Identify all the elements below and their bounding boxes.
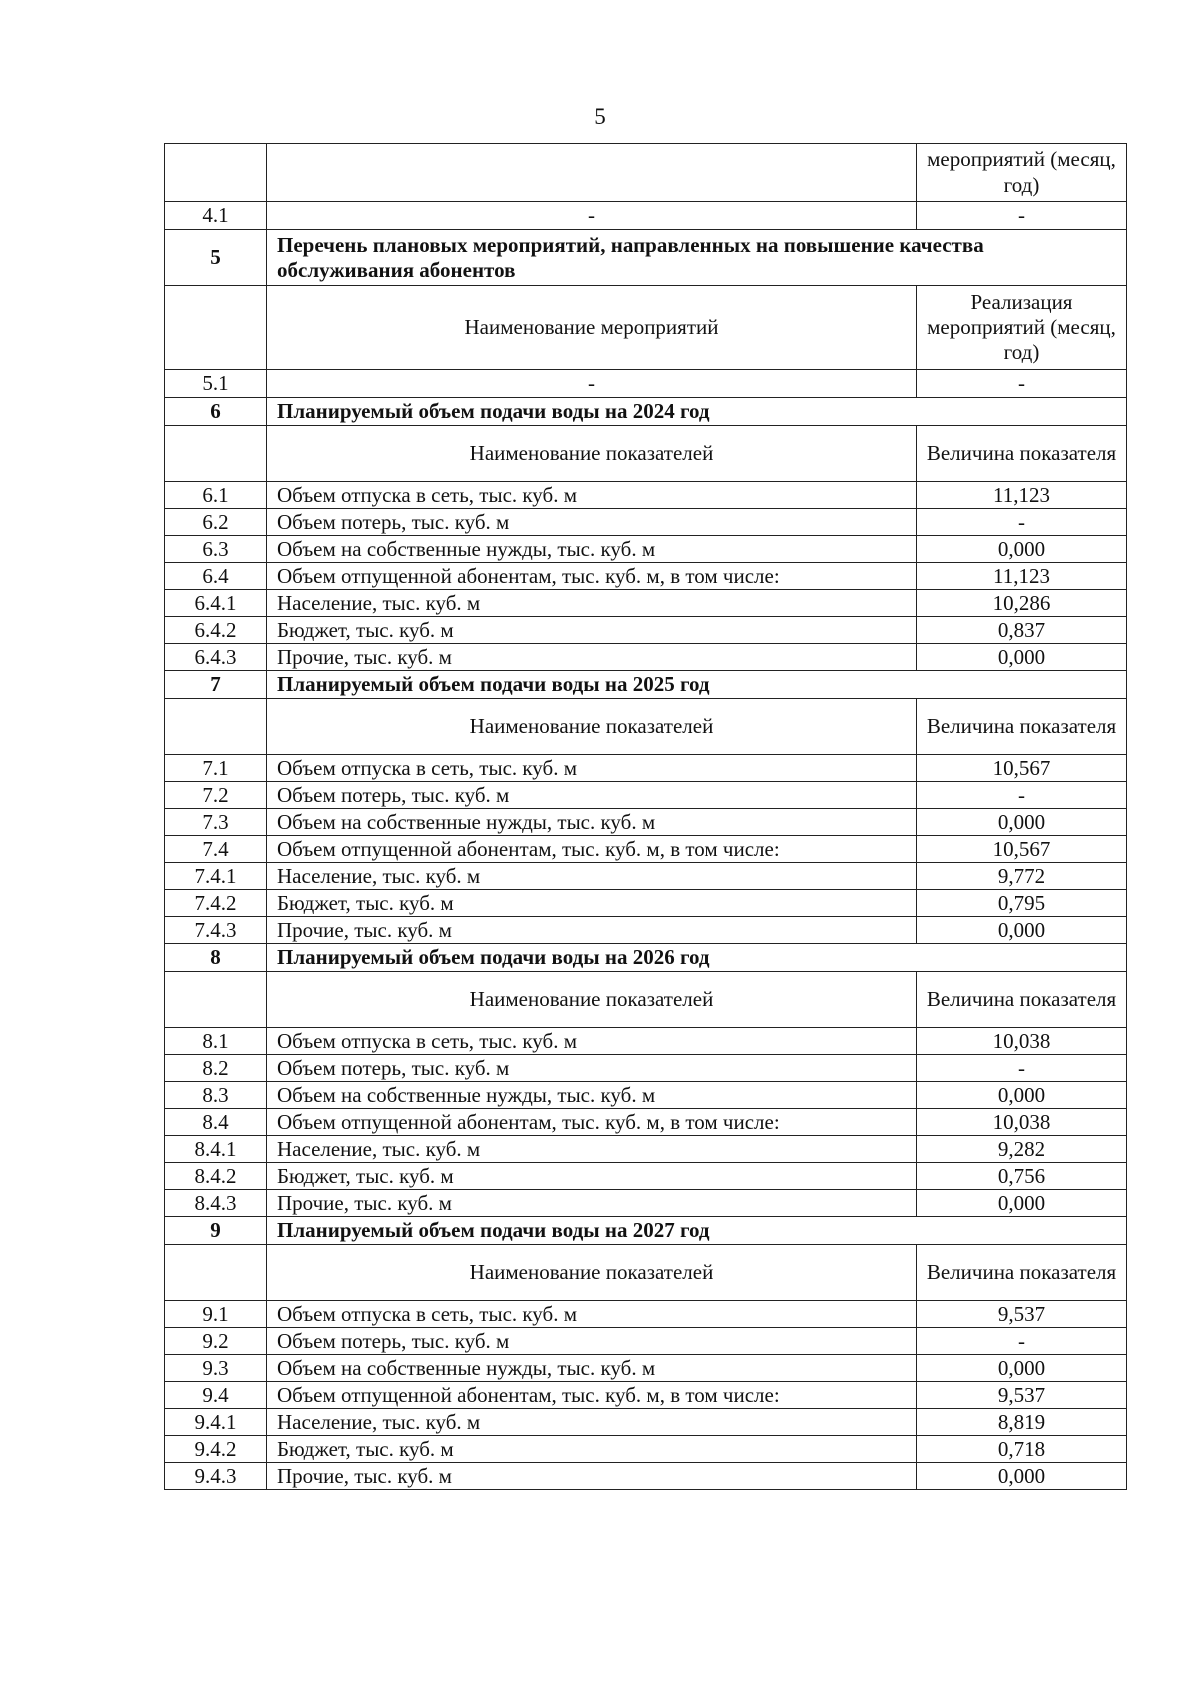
table-row — [165, 917, 1127, 944]
row-value: 0,756 — [917, 1163, 1127, 1190]
row-name: Объем на собственные нужды, тыс. куб. м — [267, 1082, 917, 1109]
row-value: - — [917, 1328, 1127, 1355]
row-value: 9,282 — [917, 1136, 1127, 1163]
table-row — [165, 1409, 1127, 1436]
row-value: - — [917, 782, 1127, 809]
row-number: 6.3 — [165, 536, 267, 563]
row-value: 0,000 — [917, 917, 1127, 944]
column-header-row — [165, 1245, 1127, 1301]
row-number: 8.4 — [165, 1109, 267, 1136]
row-name: Население, тыс. куб. м — [267, 1409, 917, 1436]
row-number: 9.4.3 — [165, 1463, 267, 1490]
row-value: 0,000 — [917, 644, 1127, 671]
row-name: Население, тыс. куб. м — [267, 590, 917, 617]
row-value: - — [917, 509, 1127, 536]
row-number: 9.4.1 — [165, 1409, 267, 1436]
table-row — [165, 1355, 1127, 1382]
row-value: 11,123 — [917, 482, 1127, 509]
row-number: 6.1 — [165, 482, 267, 509]
row-number: 7.4 — [165, 836, 267, 863]
row-number: 9.3 — [165, 1355, 267, 1382]
row-name: Объем отпущенной абонентам, тыс. куб. м, в том числе: — [267, 563, 917, 590]
section-number: 8 — [165, 944, 267, 972]
table-row — [165, 755, 1127, 782]
row-number: 9.2 — [165, 1328, 267, 1355]
column-header-row — [165, 972, 1127, 1028]
table-row — [165, 509, 1127, 536]
row-value: 0,718 — [917, 1436, 1127, 1463]
section-header-row — [165, 398, 1127, 426]
row-number: 6.4 — [165, 563, 267, 590]
row-number — [165, 144, 267, 202]
row-number: 7.2 — [165, 782, 267, 809]
row-number: 8.1 — [165, 1028, 267, 1055]
section-header-row — [165, 1217, 1127, 1245]
row-value: 8,819 — [917, 1409, 1127, 1436]
table-row — [165, 1028, 1127, 1055]
row-value: 0,000 — [917, 1082, 1127, 1109]
value-column-header: Величина показателя — [917, 426, 1127, 482]
row-name: - — [267, 202, 917, 230]
row-value: 0,000 — [917, 1190, 1127, 1217]
table-row — [165, 863, 1127, 890]
table-row — [165, 1082, 1127, 1109]
name-column-header: Наименование показателей — [267, 426, 917, 482]
table-row — [165, 890, 1127, 917]
section-title: Планируемый объем подачи воды на 2025 год — [267, 671, 1127, 699]
row-number: 9.4.2 — [165, 1436, 267, 1463]
row-name: Объем потерь, тыс. куб. м — [267, 782, 917, 809]
row-name: Объем отпущенной абонентам, тыс. куб. м, в том числе: — [267, 836, 917, 863]
table-row — [165, 590, 1127, 617]
row-name: Объем потерь, тыс. куб. м — [267, 1328, 917, 1355]
section-header-row — [165, 230, 1127, 286]
name-column-header: Наименование показателей — [267, 972, 917, 1028]
row-number: 7.3 — [165, 809, 267, 836]
row-number: 8.4.3 — [165, 1190, 267, 1217]
table-row — [165, 202, 1127, 230]
row-value: 0,000 — [917, 1355, 1127, 1382]
row-number: 7.4.1 — [165, 863, 267, 890]
empty-cell — [165, 1245, 267, 1301]
table-row — [165, 1163, 1127, 1190]
row-name — [267, 144, 917, 202]
name-column-header: Наименование показателей — [267, 1245, 917, 1301]
empty-cell — [165, 972, 267, 1028]
row-number: 8.3 — [165, 1082, 267, 1109]
row-name: Объем отпуска в сеть, тыс. куб. м — [267, 482, 917, 509]
row-value: 9,772 — [917, 863, 1127, 890]
row-number: 8.4.1 — [165, 1136, 267, 1163]
row-value: 0,837 — [917, 617, 1127, 644]
row-name: Население, тыс. куб. м — [267, 1136, 917, 1163]
table-row — [165, 1109, 1127, 1136]
row-name: Объем на собственные нужды, тыс. куб. м — [267, 1355, 917, 1382]
row-name: Объем отпуска в сеть, тыс. куб. м — [267, 1301, 917, 1328]
row-name: Объем отпущенной абонентам, тыс. куб. м, в том числе: — [267, 1382, 917, 1409]
row-name: Население, тыс. куб. м — [267, 863, 917, 890]
table-row — [165, 644, 1127, 671]
value-column-header: Реализация мероприятий (месяц, год) — [917, 286, 1127, 370]
table-row — [165, 482, 1127, 509]
row-number: 7.4.3 — [165, 917, 267, 944]
value-column-header: Величина показателя — [917, 1245, 1127, 1301]
row-name: Объем на собственные нужды, тыс. куб. м — [267, 536, 917, 563]
row-number: 4.1 — [165, 202, 267, 230]
row-number: 6.2 — [165, 509, 267, 536]
table-row — [165, 809, 1127, 836]
value-column-header: Величина показателя — [917, 972, 1127, 1028]
row-name: - — [267, 370, 917, 398]
table-row — [165, 1301, 1127, 1328]
row-name: Объем потерь, тыс. куб. м — [267, 1055, 917, 1082]
row-number: 6.4.1 — [165, 590, 267, 617]
row-value: 0,000 — [917, 1463, 1127, 1490]
row-value: 10,038 — [917, 1109, 1127, 1136]
table-row — [165, 1436, 1127, 1463]
row-number: 6.4.3 — [165, 644, 267, 671]
row-number: 9.1 — [165, 1301, 267, 1328]
row-name: Объем отпуска в сеть, тыс. куб. м — [267, 755, 917, 782]
row-name: Бюджет, тыс. куб. м — [267, 1436, 917, 1463]
column-header-row — [165, 699, 1127, 755]
row-value: 0,000 — [917, 536, 1127, 563]
section-number: 7 — [165, 671, 267, 699]
row-name: Бюджет, тыс. куб. м — [267, 617, 917, 644]
row-number: 6.4.2 — [165, 617, 267, 644]
empty-cell — [165, 286, 267, 370]
section-header-row — [165, 671, 1127, 699]
table-row — [165, 836, 1127, 863]
name-column-header: Наименование показателей — [267, 699, 917, 755]
row-value: 10,038 — [917, 1028, 1127, 1055]
row-value: 9,537 — [917, 1301, 1127, 1328]
document-table — [164, 143, 1127, 1490]
section-title: Планируемый объем подачи воды на 2024 год — [267, 398, 1127, 426]
table-row — [165, 1382, 1127, 1409]
section-number: 6 — [165, 398, 267, 426]
value-column-header: мероприятий (месяц, год) — [917, 144, 1127, 202]
column-header-row — [165, 286, 1127, 370]
row-value: 10,567 — [917, 755, 1127, 782]
empty-cell — [165, 426, 267, 482]
row-name: Объем отпущенной абонентам, тыс. куб. м, в том числе: — [267, 1109, 917, 1136]
table-row — [165, 563, 1127, 590]
row-value: 10,286 — [917, 590, 1127, 617]
section-number: 5 — [165, 230, 267, 286]
row-value: 10,567 — [917, 836, 1127, 863]
empty-cell — [165, 699, 267, 755]
table-row — [165, 1463, 1127, 1490]
row-number: 8.4.2 — [165, 1163, 267, 1190]
row-name: Прочие, тыс. куб. м — [267, 1190, 917, 1217]
row-value: - — [917, 1055, 1127, 1082]
row-name: Объем потерь, тыс. куб. м — [267, 509, 917, 536]
row-number: 8.2 — [165, 1055, 267, 1082]
row-value: 0,000 — [917, 809, 1127, 836]
row-number: 7.1 — [165, 755, 267, 782]
table-row — [165, 1190, 1127, 1217]
table-row — [165, 782, 1127, 809]
row-value: - — [917, 370, 1127, 398]
row-name: Объем отпуска в сеть, тыс. куб. м — [267, 1028, 917, 1055]
section-title: Планируемый объем подачи воды на 2027 год — [267, 1217, 1127, 1245]
row-number: 5.1 — [165, 370, 267, 398]
value-column-header: Величина показателя — [917, 699, 1127, 755]
table-row — [165, 1328, 1127, 1355]
column-header-row — [165, 426, 1127, 482]
row-name: Прочие, тыс. куб. м — [267, 1463, 917, 1490]
row-name: Прочие, тыс. куб. м — [267, 917, 917, 944]
table-row — [165, 536, 1127, 563]
section-header-row — [165, 944, 1127, 972]
row-value: - — [917, 202, 1127, 230]
table-row — [165, 1136, 1127, 1163]
section-title: Планируемый объем подачи воды на 2026 год — [267, 944, 1127, 972]
row-value: 11,123 — [917, 563, 1127, 590]
table-row — [165, 1055, 1127, 1082]
row-name: Бюджет, тыс. куб. м — [267, 1163, 917, 1190]
row-value: 9,537 — [917, 1382, 1127, 1409]
row-name: Объем на собственные нужды, тыс. куб. м — [267, 809, 917, 836]
table-row-continuation-header — [165, 144, 1127, 202]
row-name: Бюджет, тыс. куб. м — [267, 890, 917, 917]
row-name: Прочие, тыс. куб. м — [267, 644, 917, 671]
table-row — [165, 370, 1127, 398]
row-number: 7.4.2 — [165, 890, 267, 917]
section-title: Перечень плановых мероприятий, направленных на повышение качества обслуживания абонентов — [267, 230, 1127, 286]
page-number: 5 — [594, 104, 606, 129]
row-number: 9.4 — [165, 1382, 267, 1409]
section-number: 9 — [165, 1217, 267, 1245]
row-value: 0,795 — [917, 890, 1127, 917]
name-column-header: Наименование мероприятий — [267, 286, 917, 370]
table-row — [165, 617, 1127, 644]
